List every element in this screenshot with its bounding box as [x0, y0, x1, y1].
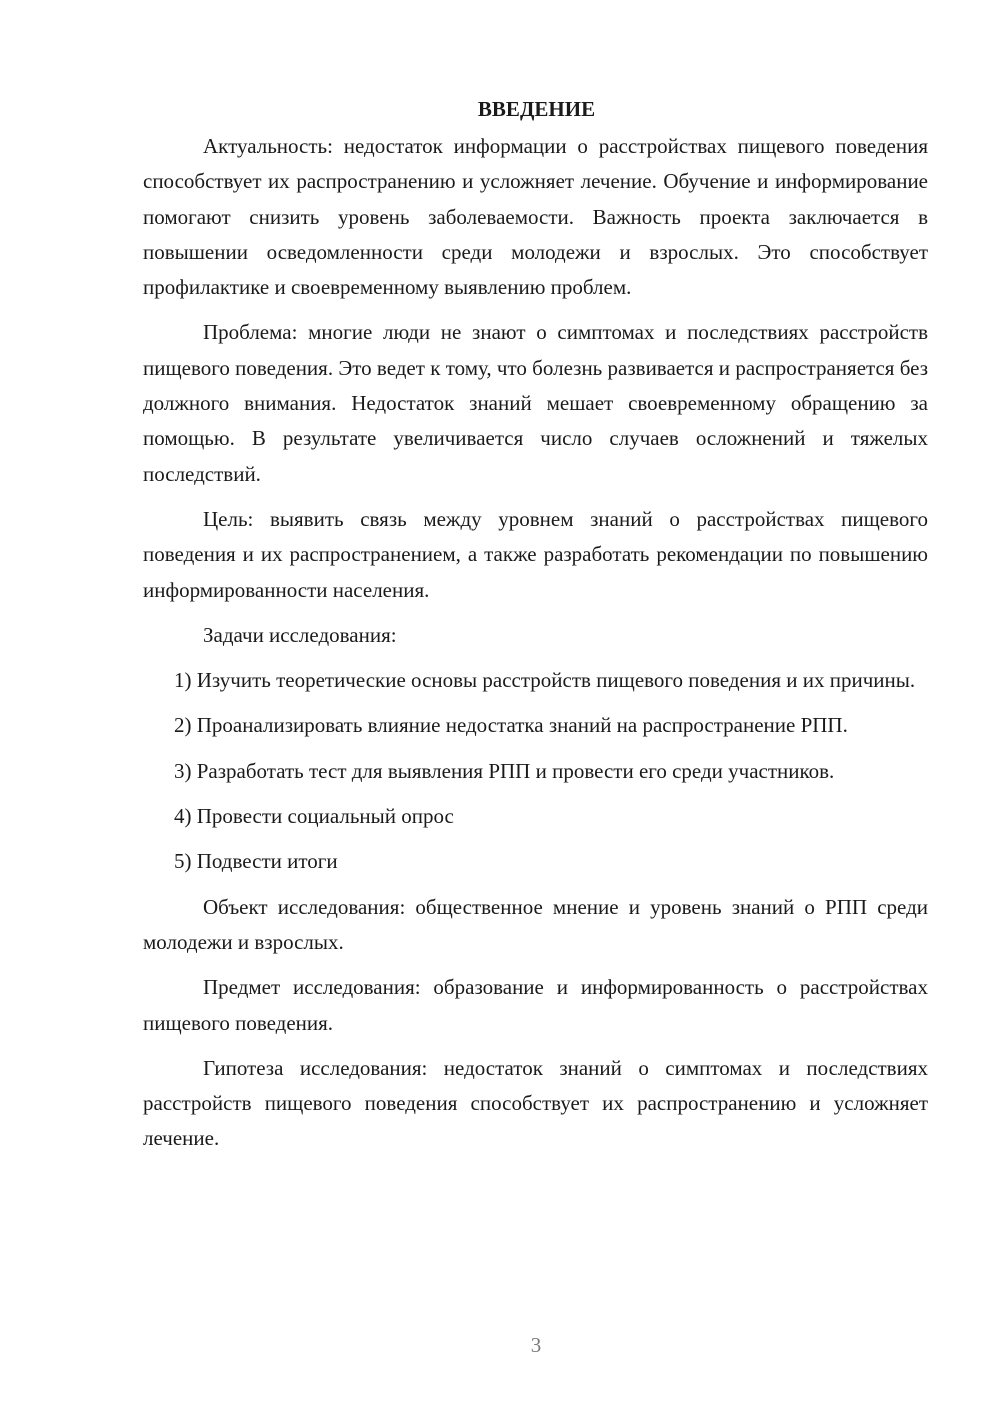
problem-paragraph: Проблема: многие люди не знают о симптомах и последствиях расстройств пищевого поведения. Это ведет к тому, что болезнь развивается и распространяется без должного внимания. Недостаток знаний мешает своевременному обращению за помощью. В результате увеличивается число случаев осложнений и тяжелых последствий.: [143, 320, 928, 486]
tasks-intro: Задачи исследования:: [203, 622, 397, 647]
relevance-paragraph: Актуальность: недостаток информации о расстройствах пищевого поведения способствует их распространению и усложняет лечение. Обучение и информирование помогают снизить уровень заболеваемости. Важность проекта заключается в повышении осведомленности среди молодежи и взрослых. Это способствует профилактике и своевременному выявлению проблем.: [143, 134, 928, 300]
object-paragraph: Объект исследования: общественное мнение и уровень знаний о РПП среди молодежи и взрослых.: [143, 894, 928, 954]
subject-paragraph: Предмет исследования: образование и информированность о расстройствах пищевого поведения.: [143, 975, 928, 1035]
goal-paragraph: Цель: выявить связь между уровнем знаний о расстройствах пищевого поведения и их распространением, а также разработать рекомендации по повышению информированности населения.: [143, 506, 928, 602]
task-item-5: 5) Подвести итоги: [174, 849, 338, 874]
task-item-2: 2) Проанализировать влияние недостатка знаний на распространение РПП.: [174, 713, 848, 738]
page-number: 3: [530, 1333, 542, 1357]
page-title: ВВЕДЕНИЕ: [477, 97, 596, 121]
document-page: [143, 92, 928, 1167]
task-item-3: 3) Разработать тест для выявления РПП и провести его среди участников.: [174, 758, 835, 783]
hypothesis-paragraph: Гипотеза исследования: недостаток знаний о симптомах и последствиях расстройств пищевого поведения способствует их распространению и усложняет лечение.: [143, 1055, 928, 1151]
task-item-1: 1) Изучить теоретические основы расстройств пищевого поведения и их причины.: [174, 668, 916, 693]
task-item-4: 4) Провести социальный опрос: [174, 804, 454, 829]
